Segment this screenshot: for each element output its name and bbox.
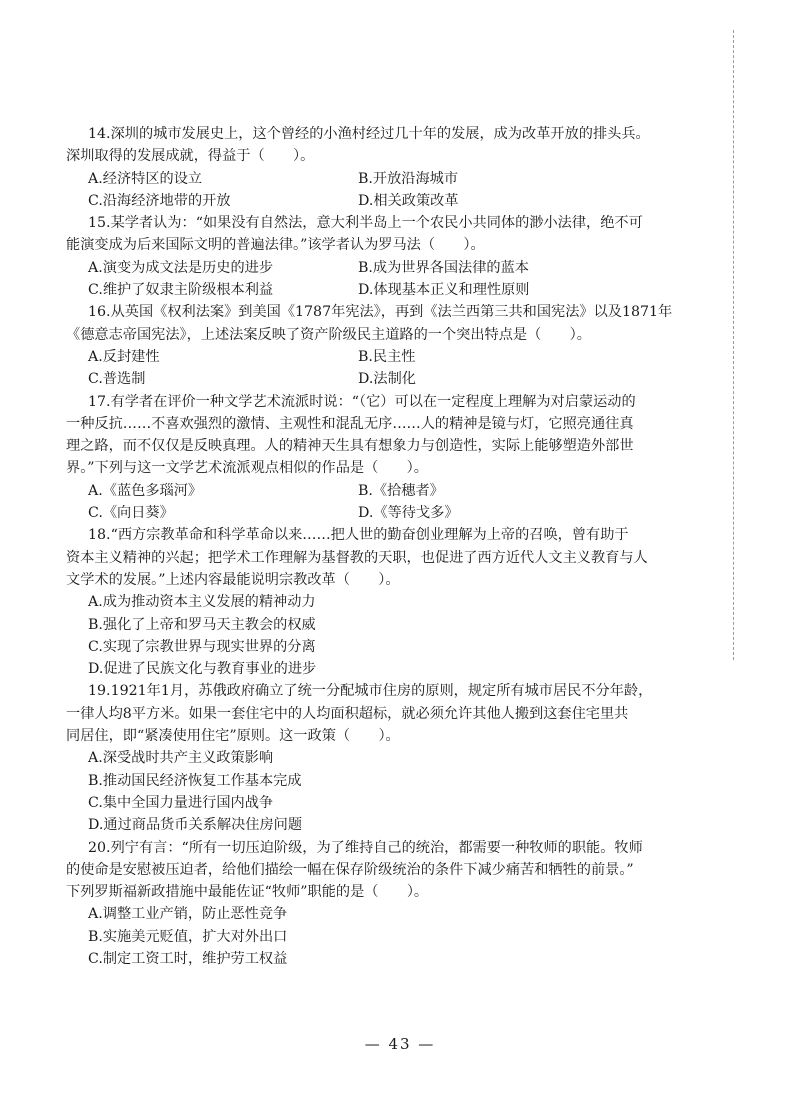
option-b: B.开放沿海城市 — [358, 170, 459, 187]
question-text: 20.列宁有言：“所有一切压迫阶级，为了维持自己的统治，都需要一种牧师的职能。牧师 — [88, 839, 643, 856]
option-b: B.成为世界各国法律的蓝本 — [358, 259, 529, 276]
question-20 — [66, 837, 706, 971]
question-14 — [66, 123, 706, 212]
option-a: A.调整工业产销，防止恶性竞争 — [88, 906, 288, 923]
option-a: A.经济特区的设立 — [88, 170, 203, 187]
option-c: C.沿海经济地带的开放 — [88, 192, 231, 209]
option-c: C.维护了奴隶主阶级根本利益 — [88, 282, 274, 299]
option-a: A.成为推动资本主义发展的精神动力 — [88, 594, 316, 611]
question-text: 19.1921年1月，苏俄政府确立了统一分配城市住房的原则，规定所有城市居民不分年龄， — [88, 683, 653, 700]
option-d: D.促进了民族文化与教育事业的进步 — [88, 661, 317, 678]
question-text: 一律人均8平方米。如果一套住宅中的人均面积超标，就必须允许其他人搬到这套住宅里共 — [66, 705, 629, 722]
question-text: 16.从英国《权利法案》到美国《1787年宪法》，再到《法兰西第三共和国宪法》以及1871年 — [88, 304, 673, 321]
option-row — [66, 480, 706, 502]
option-a: A.演变为成文法是历史的进步 — [88, 259, 274, 276]
option-row — [66, 190, 706, 212]
page-number: — 43 — — [364, 1035, 436, 1053]
option-c: C.《向日葵》 — [88, 505, 174, 522]
question-text: 18.“西方宗教革命和科学革命以来……把人世的勤奋创业理解为上帝的召唤，曾有助于 — [88, 527, 629, 544]
option-c: C.集中全国力量进行国内战争 — [88, 794, 274, 811]
option-d: D.体现基本正义和理性原则 — [358, 282, 530, 299]
option-c: C.普选制 — [88, 371, 146, 388]
option-a: A.反封建性 — [88, 348, 160, 365]
option-a: A.《蓝色多瑙河》 — [88, 482, 203, 499]
option-row — [66, 257, 706, 279]
option-row — [66, 279, 706, 301]
question-text: 的使命是安慰被压迫者，给他们描绘一幅在保存阶级统治的条件下减少痛苦和牺牲的前景。” — [66, 861, 634, 878]
question-15 — [66, 212, 706, 301]
question-text: 能演变成为后来国际文明的普遍法律。”该学者认为罗马法（ ）。 — [66, 237, 485, 254]
question-text: 17.有学者在评价一种文学艺术流派时说：“（它）可以在一定程度上理解为对启蒙运动的 — [88, 393, 636, 410]
option-row — [66, 368, 706, 390]
option-row — [66, 502, 706, 524]
option-row — [66, 346, 706, 368]
question-text: 深圳取得的发展成就，得益于（ ）。 — [66, 148, 315, 165]
question-19 — [66, 680, 706, 836]
option-b: B.实施美元贬值，扩大对外出口 — [88, 928, 288, 945]
question-text: 14.深圳的城市发展史上，这个曾经的小渔村经过几十年的发展，成为改革开放的排头兵。 — [88, 126, 650, 142]
question-text: 同居住，即“紧凑使用住宅”原则。这一政策（ ）。 — [66, 728, 400, 745]
option-row — [66, 168, 706, 190]
question-18 — [66, 524, 706, 680]
binding-margin-rule — [733, 30, 734, 660]
option-b: B.推动国民经济恢复工作基本完成 — [88, 772, 302, 789]
option-b: B.强化了上帝和罗马天主教会的权威 — [88, 616, 316, 633]
option-b: B.《拾穗者》 — [358, 482, 444, 499]
option-a: A.深受战时共产主义政策影响 — [88, 750, 274, 767]
question-17 — [66, 391, 706, 525]
question-text: 下列罗斯福新政措施中最能佐证“牧师”职能的是（ ）。 — [66, 884, 429, 901]
option-d: D.通过商品货币关系解决住房问题 — [88, 817, 303, 834]
question-text: 界。”下列与这一文学艺术流派观点相似的作品是（ ）。 — [66, 460, 428, 477]
question-text: 一种反抗……不喜欢强烈的激情、主观性和混乱无序……人的精神是镜与灯，它照亮通往真 — [66, 415, 634, 432]
option-c: C.制定工资工时，维护劳工权益 — [88, 950, 288, 967]
option-d: D.法制化 — [358, 371, 416, 388]
option-d: D.《等待戈多》 — [358, 505, 459, 522]
question-text: 15.某学者认为：“如果没有自然法，意大利半岛上一个农民小共同体的渺小法律，绝不可 — [88, 215, 643, 232]
question-text: 《德意志帝国宪法》，上述法案反映了资产阶级民主道路的一个突出特点是（ ）。 — [66, 326, 591, 343]
question-text: 理之路，而不仅仅是反映真理。人的精神天生具有想象力与创造性，实际上能够塑造外部世 — [66, 438, 634, 455]
question-list — [66, 123, 706, 970]
question-text: 文学术的发展。”上述内容最能说明宗教改革（ ）。 — [66, 571, 400, 588]
option-d: D.相关政策改革 — [358, 192, 459, 209]
option-c: C.实现了宗教世界与现实世界的分离 — [88, 638, 316, 655]
question-16 — [66, 301, 706, 390]
option-b: B.民主性 — [358, 348, 416, 365]
question-text: 资本主义精神的兴起；把学术工作理解为基督教的天职，也促进了西方近代人文主义教育与人 — [66, 549, 648, 566]
